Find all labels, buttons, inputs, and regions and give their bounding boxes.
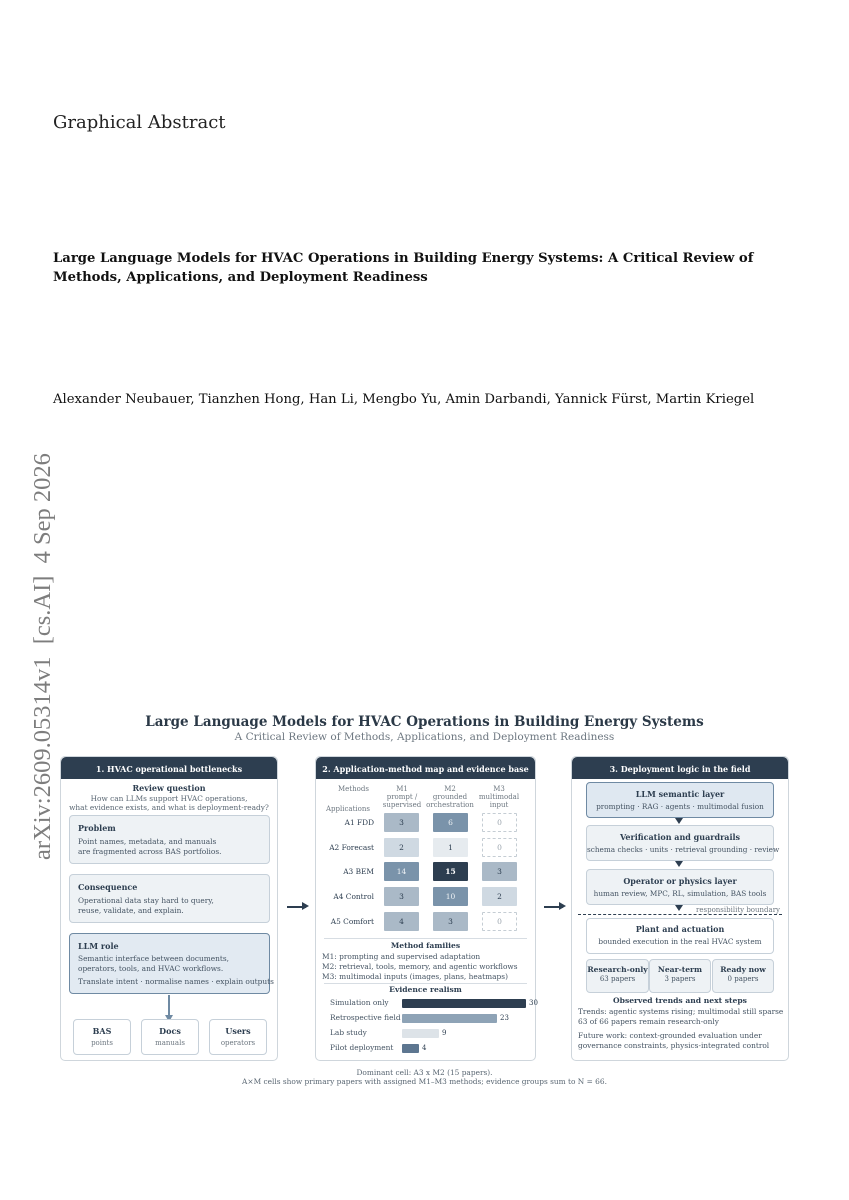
- problem-text-2: are fragmented across BAS portfolios.: [78, 847, 222, 856]
- bar-value-label: 9: [442, 1029, 447, 1037]
- panel-1-header: 1. HVAC operational bottlenecks: [61, 757, 277, 779]
- figure-caption-2: A×M cells show primary papers with assigned M1–M3 methods; evidence groups sum to N = 66.: [242, 1077, 607, 1086]
- bar: [402, 1029, 439, 1038]
- llm-role-arrow: [168, 995, 170, 1017]
- layer-operator-text: human review, MPC, RL, simulation, BAS tools: [593, 889, 767, 898]
- plant-title: Plant and actuation: [635, 924, 725, 934]
- bar-value-label: 4: [422, 1044, 427, 1052]
- consequence-text-1: Operational data stay hard to query,: [78, 896, 214, 905]
- graphical-abstract-heading: Graphical Abstract: [53, 112, 226, 133]
- matrix-cell: 3: [433, 912, 468, 931]
- arxiv-stamp-text: arXiv:2609.05314v1 [cs.AI] 4 Sep 2026: [29, 453, 56, 860]
- method-families-title: Method families: [390, 941, 461, 950]
- problem-title: Problem: [78, 823, 116, 833]
- review-question-line-1: How can LLMs support HVAC operations,: [90, 794, 248, 803]
- source-bas-sub: points: [91, 1039, 113, 1047]
- problem-text-1: Point names, metadata, and manuals: [78, 837, 217, 846]
- layer-arrow-3: [675, 905, 683, 911]
- matrix-divider: [324, 938, 527, 939]
- figure-title: Large Language Models for HVAC Operations in Building Energy Systems: [145, 714, 704, 730]
- layer-llm-semantic: [586, 782, 774, 818]
- figure-subtitle: A Critical Review of Methods, Applications, and Deployment Readiness: [234, 731, 615, 743]
- matrix-row-label: A1 FDD: [344, 818, 374, 827]
- review-question-line-2: what evidence exists, and what is deployment-ready?: [69, 803, 269, 812]
- matrix-cell: 1: [433, 838, 468, 857]
- bar-label: Pilot deployment: [330, 1043, 394, 1052]
- matrix-cell: 2: [482, 887, 517, 906]
- bar: [402, 1044, 419, 1053]
- source-users-title: Users: [225, 1026, 251, 1036]
- readiness-near-sub: 3 papers: [664, 975, 696, 983]
- panel-1-to-2-arrow: [287, 906, 306, 908]
- matrix-cell: 0: [482, 813, 517, 832]
- panel-2-to-3-arrow: [544, 906, 563, 908]
- source-users-sub: operators: [220, 1039, 256, 1047]
- future-work-text: Future work: context-grounded evaluation under governance constraints, physics-integrated control: [578, 1031, 770, 1050]
- source-bas-title: BAS: [92, 1026, 112, 1036]
- bar: [402, 1014, 497, 1023]
- matrix-cell: 3: [384, 887, 419, 906]
- matrix-cell: 14: [384, 862, 419, 881]
- methods-label: Methods: [338, 785, 369, 793]
- layer-operator-title: Operator or physics layer: [623, 876, 737, 886]
- layer-verification-title: Verification and guardrails: [619, 832, 741, 842]
- method-col-m1: M1 prompt / supervised: [382, 785, 422, 809]
- matrix-cell: 2: [384, 838, 419, 857]
- readiness-research-title: Research-only: [587, 965, 648, 974]
- trends-text: Trends: agentic systems rising; multimodal still sparse 63 of 66 papers remain research-only: [578, 1007, 784, 1026]
- consequence-title: Consequence: [78, 882, 138, 892]
- source-docs-sub: manuals: [155, 1039, 185, 1047]
- panel-evidence-map: [315, 756, 536, 1061]
- evidence-realism-title: Evidence realism: [389, 985, 462, 994]
- matrix-row-label: A5 Comfort: [330, 917, 374, 926]
- consequence-box: [69, 874, 270, 923]
- llm-role-text-1: Semantic interface between documents,: [78, 954, 230, 963]
- layer-arrow-1: [675, 818, 683, 824]
- layer-verification: [586, 825, 780, 861]
- source-users: [209, 1019, 267, 1055]
- method-families-list: [322, 952, 518, 982]
- matrix-row-label: A3 BEM: [343, 867, 374, 876]
- matrix-row-label: A2 Forecast: [329, 843, 374, 852]
- responsibility-boundary-line: [578, 914, 782, 915]
- layer-operator-physics: [586, 869, 774, 905]
- review-question-label: Review question: [132, 783, 206, 793]
- matrix-cell: 0: [482, 838, 517, 857]
- plant-actuation-box: [586, 918, 774, 954]
- readiness-ready-sub: 0 papers: [727, 975, 759, 983]
- llm-role-text-2: operators, tools, and HVAC workflows.: [78, 964, 224, 973]
- bar-label: Simulation only: [330, 998, 389, 1007]
- readiness-near-term: [649, 959, 711, 993]
- layer-llm-text: prompting · RAG · agents · multimodal fusion: [596, 802, 764, 811]
- source-docs: [141, 1019, 199, 1055]
- paper-title: Large Language Models for HVAC Operations in Building Energy Systems: A Critical Review of Methods, Applications, and Deployment Readiness: [53, 251, 754, 285]
- panel-deployment: [571, 756, 789, 1061]
- bar-value-label: 23: [500, 1014, 509, 1022]
- matrix-cell: 10: [433, 887, 468, 906]
- llm-role-title: LLM role: [78, 941, 119, 951]
- matrix-cell: 4: [384, 912, 419, 931]
- method-family-m1: M1: prompting and supervised adaptation: [322, 952, 481, 961]
- readiness-research-only: [586, 959, 649, 993]
- plant-text: bounded execution in the real HVAC system: [598, 937, 762, 946]
- readiness-ready-title: Ready now: [720, 965, 766, 974]
- panel-3-header: 3. Deployment logic in the field: [572, 757, 788, 779]
- source-bas: [73, 1019, 131, 1055]
- layer-llm-title: LLM semantic layer: [635, 789, 725, 799]
- readiness-near-title: Near-term: [657, 965, 703, 974]
- llm-role-box: [69, 933, 274, 994]
- matrix-cell: 6: [433, 813, 468, 832]
- matrix-row-label: A4 Control: [333, 892, 374, 901]
- trends-title: Observed trends and next steps: [613, 996, 747, 1005]
- matrix-cell: 3: [482, 862, 517, 881]
- applications-label: Applications: [326, 805, 370, 813]
- panel-bottlenecks: [60, 756, 278, 1061]
- bar-label: Lab study: [330, 1028, 367, 1037]
- matrix-cell: 3: [384, 813, 419, 832]
- bar-label: Retrospective field: [330, 1013, 401, 1022]
- readiness-ready-now: [712, 959, 774, 993]
- readiness-research-sub: 63 papers: [599, 975, 636, 983]
- method-family-m3: M3: multimodal inputs (images, plans, heatmaps): [322, 972, 508, 981]
- bar-value-label: 30: [529, 999, 538, 1007]
- responsibility-boundary-label: responsibility boundary: [696, 906, 780, 914]
- figure-caption-1: Dominant cell: A3 x M2 (15 papers).: [356, 1068, 493, 1077]
- arxiv-stamp: [20, 372, 56, 860]
- method-col-m3: M3 multimodal input: [478, 785, 520, 809]
- layer-verification-text: schema checks · units · retrieval grounding · review: [587, 845, 780, 854]
- layer-arrow-2: [675, 861, 683, 867]
- method-family-m2: M2: retrieval, tools, memory, and agentic workflows: [322, 962, 518, 971]
- families-divider: [324, 983, 527, 984]
- panel-2-header: 2. Application-method map and evidence base: [316, 757, 535, 779]
- author-list: Alexander Neubauer, Tianzhen Hong, Han Li, Mengbo Yu, Amin Darbandi, Yannick Fürst, Martin Kriegel: [53, 392, 755, 407]
- matrix-cell: 0: [482, 912, 517, 931]
- bar: [402, 999, 526, 1008]
- consequence-text-2: reuse, validate, and explain.: [78, 906, 184, 915]
- problem-box: [69, 815, 270, 864]
- llm-role-text-3: Translate intent · normalise names · explain outputs: [78, 977, 274, 986]
- matrix-cell: 15: [433, 862, 468, 881]
- method-col-m2: M2 grounded orchestration: [426, 785, 474, 809]
- source-docs-title: Docs: [159, 1026, 181, 1036]
